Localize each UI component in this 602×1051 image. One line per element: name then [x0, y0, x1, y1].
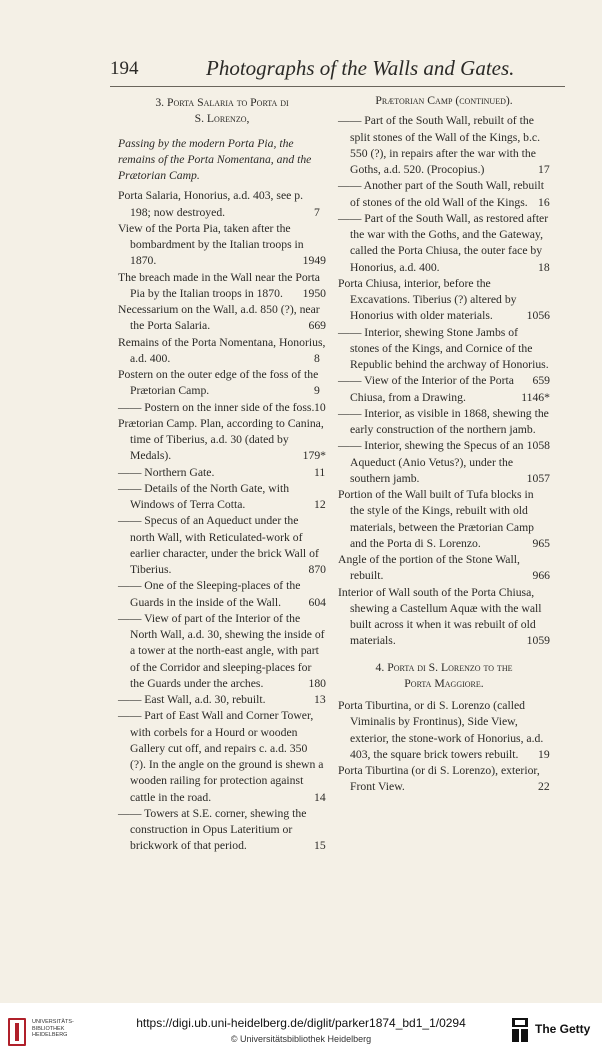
catalogue-entry	[118, 611, 326, 692]
catalogue-entry	[118, 221, 326, 270]
photo-number: 1058	[526, 439, 550, 453]
catalogue-entry	[118, 578, 326, 611]
catalogue-entry	[338, 276, 550, 325]
entry-text: Postern on the outer edge of the foss of the Prætorian Camp.	[118, 368, 319, 398]
entry-text: —— Interior, shewing Stone Jambs of stones of the Kings, and Cornice of the Republic behind the archway of Honorius.	[338, 325, 549, 371]
photo-number: 179*	[302, 449, 326, 463]
entry-text: —— Details of the North Gate, with Windows of Terra Cotta.	[118, 481, 290, 511]
entry-text: Necessarium on the Wall, a.d. 850 (?), near the Porta Salaria.	[118, 303, 320, 333]
getty-logo-icon	[512, 1018, 528, 1042]
photo-number: 1059	[526, 634, 550, 648]
catalogue-entry: —— Details of the North Gate, with Windows of Terra Cotta. 12	[118, 481, 326, 511]
catalogue-entry: Porta Tiburtina (or di S. Lorenzo), exterior, Front View. 22	[338, 764, 550, 794]
section-4-title: 4. Porta di S. Lorenzo to the	[375, 660, 513, 674]
library-name: UNIVERSITÄTS- BIBLIOTHEK HEIDELBERG	[32, 1019, 74, 1038]
catalogue-entry: Remains of the Porta Nomentana, Honorius, a.d. 400. 8	[118, 335, 326, 365]
photo-number: 870	[308, 563, 326, 576]
catalogue-entry: —— Towers at S.E. corner, shewing the construction in Opus Lateritium or brickwork of that period. 15	[118, 806, 326, 853]
running-title: Photographs of the Walls and Gates.	[206, 56, 515, 80]
catalogue-entry: —— Part of the South Wall, as restored after the war with the Goths, and the Gateway, called the Porta Chiusa, the outer face by Honorius, a.d. 400. 18	[338, 211, 550, 274]
catalogue-entry: —— East Wall, a.d. 30, rebuilt. 13	[118, 693, 326, 706]
entry-text: Prætorian Camp. Plan, according to Canina, time of Tiberius, a.d. 30 (dated by Medals).	[118, 416, 324, 463]
photo-number: 1057	[526, 471, 550, 485]
entry-text: Interior of Wall south of the Porta Chiusa, shewing a Castellum Aquæ with the wall built across it when it was rebuilt of old materials.	[338, 585, 542, 648]
section-4-title-cont: Porta Maggiore.	[404, 676, 484, 690]
photo-number: 604	[308, 595, 326, 609]
getty-label: The Getty	[535, 1022, 591, 1036]
photo-number: 1146*	[521, 390, 550, 404]
entry-text: The breach made in the Wall near the Porta Pia by the Italian troops in 1870.	[118, 270, 320, 300]
entry-text: —— Part of East Wall and Corner Tower, with corbels for a Hourd or wooden Gallery cut off, and repairs c. a.d. 350 (?). In the angle on the ground is shewn a wooden railing for protection against cattle in the road.	[118, 709, 324, 804]
entry-text: Portion of the Wall built of Tufa blocks in the style of the Kings, rebuilt with old materials, between the Prætorian Camp and the Porta di S. Lorenzo.	[338, 488, 535, 550]
catalogue-entry	[338, 438, 550, 487]
copyright-text: © Universitätsbibliothek Heidelberg	[230, 1034, 372, 1044]
left-entry-list	[118, 188, 326, 854]
entry-text: —— Specus of an Aqueduct under the north Wall, with Reticulated-work of earlier character, under the brick Wall of Tiberius.	[118, 514, 319, 576]
right-entry-list	[338, 113, 550, 649]
photo-number: 966	[532, 569, 550, 583]
catalogue-entry	[118, 270, 326, 303]
catalogue-entry: —— Northern Gate. 11	[118, 465, 326, 479]
entry-text: —— East Wall, a.d. 30, rebuilt.	[118, 693, 266, 706]
catalogue-entry	[338, 406, 550, 453]
right-column	[338, 93, 550, 796]
entry-text: —— Part of the South Wall, rebuilt of the split stones of the Wall of the Kings, b.c. 550 (?), in repairs after the war with the Goths, a.d. 520. (Procopius.)	[338, 114, 541, 176]
catalogue-entry	[338, 325, 550, 388]
entry-text: —— Another part of the South Wall, rebuilt of stones of the old Wall of the Kings.	[338, 179, 544, 209]
footer-bar	[0, 1003, 602, 1051]
header-rule	[110, 86, 565, 87]
entry-text: —— Part of the South Wall, as restored after the war with the Goths, and the Gateway, called the Porta Chiusa, the outer face by Honorius, a.d. 400.	[338, 211, 549, 274]
entry-text: Angle of the portion of the Stone Wall, rebuilt.	[338, 553, 520, 583]
catalogue-entry	[118, 302, 326, 335]
page-header	[110, 58, 550, 88]
photo-number: 180	[308, 676, 326, 690]
photo-number: 1056	[526, 309, 550, 323]
catalogue-entry: —— Postern on the inner side of the foss. 10	[118, 400, 326, 414]
catalogue-entry: —— Part of the South Wall, rebuilt of the split stones of the Wall of the Kings, b.c. 550 (?), in repairs after the war with the Goths, a.d. 520. (Procopius.) 17	[338, 114, 550, 176]
photo-number: 965	[532, 536, 550, 550]
catalogue-entry	[338, 585, 550, 650]
section-3-title: 3. Porta Salaria to Porta di	[155, 96, 289, 109]
entry-text: —— Interior, shewing the Specus of an Aqueduct (Anio Vetus?), under the southern jamb.	[338, 439, 524, 485]
catalogue-entry: —— Another part of the South Wall, rebuilt of stones of the old Wall of the Kings. 16	[338, 179, 550, 209]
entry-text: Porta Chiusa, interior, before the Excavations. Tiberius (?) altered by Honorius with older materials.	[338, 276, 517, 323]
right-entry-list-2	[338, 698, 550, 796]
catalogue-entry: Porta Tiburtina, or di S. Lorenzo (called Viminalis by Frontinus), Side View, exterior, the stone-work of Honorius, a.d. 403, the square brick towers rebuilt. 19	[338, 699, 550, 761]
section-3-title-cont: S. Lorenzo,	[194, 112, 250, 126]
catalogue-entry	[338, 552, 550, 585]
continued-heading: Prætorian Camp (continued).	[375, 94, 513, 107]
entry-text: Porta Tiburtina, or di S. Lorenzo (called Viminalis by Frontinus), Side View, exterior, the stone-work of Honorius, a.d. 403, the square brick towers rebuilt.	[338, 699, 544, 761]
photo-number: 669	[308, 319, 326, 333]
entry-text: Porta Salaria, Honorius, a.d. 403, see p. 198; now destroyed.	[118, 189, 304, 219]
photo-number: 1949	[302, 254, 326, 268]
entry-text: —— Northern Gate.	[118, 465, 215, 479]
entry-text: —— View of part of the Interior of the North Wall, a.d. 30, shewing the inside of a tower at the north-east angle, with part of the Corridor and sleeping-places for the Guards under the arches.	[118, 611, 325, 690]
entry-text: Porta Tiburtina (or di S. Lorenzo), exterior, Front View.	[338, 764, 540, 794]
page-number: 194	[110, 58, 139, 79]
entry-text: View of the Porta Pia, taken after the bombardment by the Italian troops in 1870.	[118, 221, 304, 268]
catalogue-entry	[338, 487, 550, 552]
entry-text: —— Interior, as visible in 1868, shewing the early construction of the northern jamb.	[338, 406, 549, 436]
entry-text: —— View of the Interior of the Porta Chiusa, from a Drawing.	[338, 374, 514, 404]
photo-number: 1950	[302, 286, 326, 300]
catalogue-entry	[118, 513, 326, 578]
entry-text: —— One of the Sleeping-places of the Guards in the inside of the Wall.	[118, 579, 301, 609]
catalogue-entry: —— Part of East Wall and Corner Tower, with corbels for a Hourd or wooden Gallery cut off, and repairs c. a.d. 350 (?). In the angle on the ground is shewn a wooden railing for protection against cattle in the road. 14	[118, 709, 326, 804]
entry-text: Remains of the Porta Nomentana, Honorius, a.d. 400.	[118, 335, 326, 365]
photo-number: 659	[532, 374, 550, 388]
left-column	[118, 93, 326, 855]
entry-text: —— Towers at S.E. corner, shewing the construction in Opus Lateritium or brickwork of that period.	[118, 806, 307, 853]
section-3-note: Passing by the modern Porta Pia, the remains of the Porta Nomentana, and the Prætorian Camp.	[118, 136, 312, 182]
catalogue-entry: Porta Salaria, Honorius, a.d. 403, see p. 198; now destroyed. 7	[118, 189, 320, 219]
catalogue-entry	[118, 416, 326, 465]
catalogue-entry: Postern on the outer edge of the foss of the Prætorian Camp. 9	[118, 368, 320, 398]
source-url[interactable]: https://digi.ub.uni-heidelberg.de/diglit/parker1874_bd1_1/0294	[136, 1016, 466, 1030]
catalogue-entry	[338, 373, 550, 406]
entry-text: —— Postern on the inner side of the foss.	[118, 400, 315, 414]
